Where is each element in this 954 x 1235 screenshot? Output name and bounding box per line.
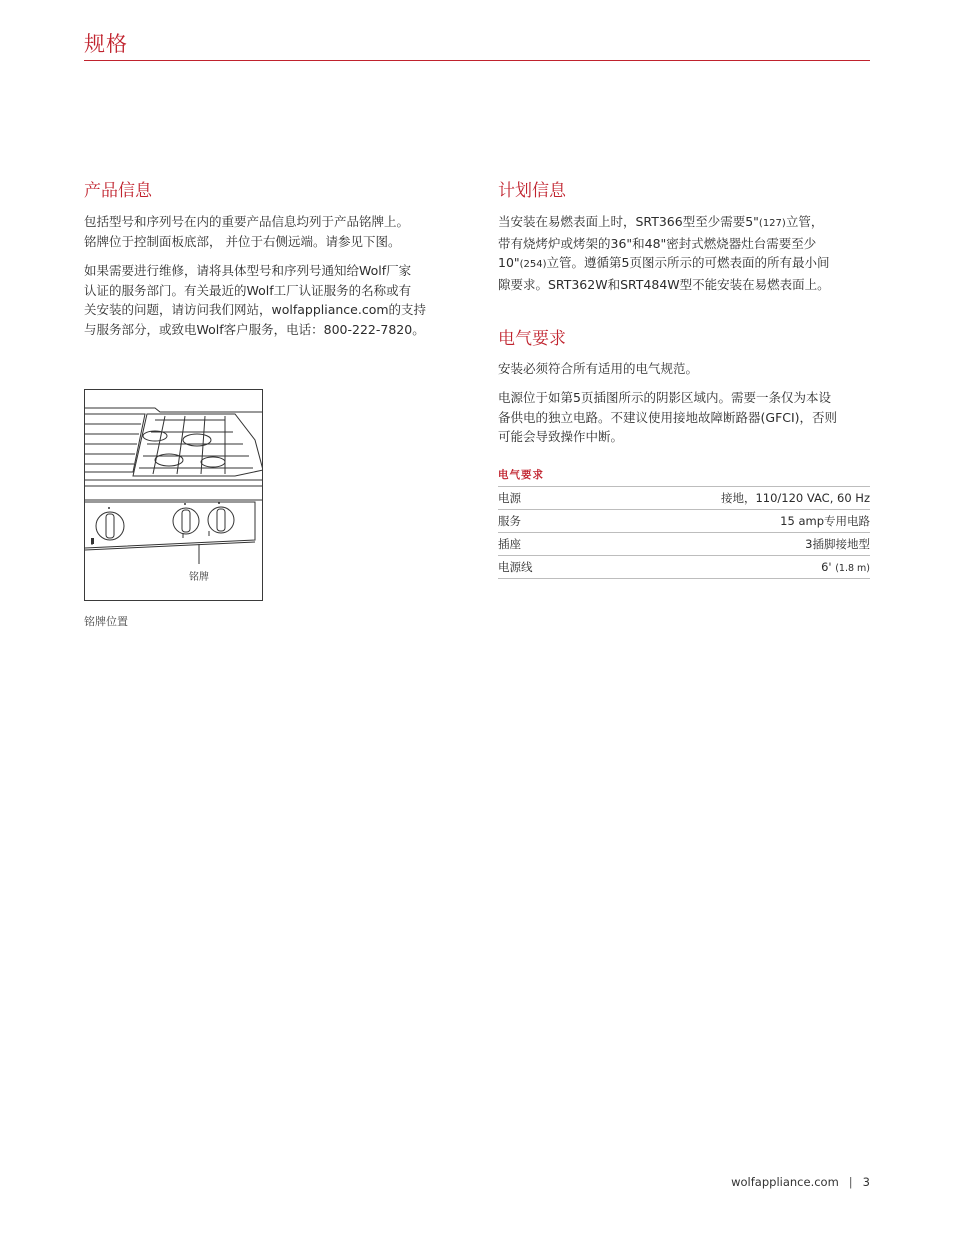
text-line: 认证的服务部门。有关最近的Wolf工厂认证服务的名称或有	[84, 282, 412, 298]
row-value: 15 amp专用电路	[780, 514, 870, 528]
website-link[interactable]: wolfappliance.com	[731, 1175, 839, 1189]
rangetop-illustration	[85, 390, 262, 600]
table-row	[498, 510, 870, 533]
figure-caption: 铭牌位置	[84, 615, 128, 628]
text-line: 如果需要进行维修，请将具体型号和序列号通知给Wolf厂家	[84, 263, 412, 278]
text-line: 当安装在易燃表面上时，SRT366型至少需要5"(127)立管，	[498, 214, 824, 229]
text-line: 备供电的独立电路。不建议使用接地故障断路器(GFCI)，否则	[498, 409, 838, 425]
product-info-paragraph-2	[84, 261, 426, 339]
planning-info-heading: 计划信息	[498, 181, 566, 201]
product-info-paragraph-1	[84, 212, 409, 251]
text-line: 铭牌位于控制面板底部， 并位于右侧远端。请参见下图。	[84, 233, 401, 249]
planning-info-paragraph	[498, 212, 878, 294]
text-line: 可能会导致操作中断。	[498, 429, 624, 444]
footer-separator: |	[848, 1175, 853, 1189]
table-row	[498, 487, 870, 510]
electrical-heading: 电气要求	[498, 329, 566, 349]
electrical-paragraph-1: 安装必须符合所有适用的电气规范。	[498, 361, 699, 376]
title-divider	[84, 60, 870, 61]
text-line: 10"(254)立管。遵循第5页图示所示的可燃表面的所有最小间	[498, 255, 830, 270]
text-line: 电源位于如第5页插图所示的阴影区域内。需要一条仅为本设	[498, 390, 831, 405]
row-value: 接地，110/120 VAC, 60 Hz	[720, 491, 870, 505]
electrical-spec-table	[498, 486, 870, 579]
electrical-paragraph-2	[498, 388, 878, 447]
text-line: 与服务部分，或致电Wolf客户服务，电话：800-222-7820。	[84, 321, 425, 337]
rating-plate-figure	[84, 389, 263, 601]
text-line: 包括型号和序列号在内的重要产品信息均列于产品铭牌上。	[84, 214, 410, 229]
row-label: 电源	[498, 491, 521, 505]
row-value: 6' (1.8 m)	[821, 560, 870, 574]
callout-label: 铭牌	[189, 572, 209, 583]
text-line: 隙要求。SRT362W和SRT484W型不能安装在易燃表面上。	[498, 276, 830, 292]
text-line: 带有烧烤炉或烤架的36"和48"密封式燃烧器灶台需要至少	[498, 235, 817, 251]
table-row	[498, 556, 870, 579]
row-value: 3插脚接地型	[805, 537, 870, 551]
row-label: 电源线	[498, 560, 533, 574]
table-row	[498, 533, 870, 556]
page-footer	[731, 1175, 870, 1189]
row-label: 插座	[498, 537, 521, 551]
spec-table-title: 电气要求	[498, 469, 544, 481]
text-line: 关安装的问题，请访问我们网站，wolfappliance.com的支持	[84, 302, 427, 317]
row-label: 服务	[498, 514, 521, 528]
page-title: 规格	[84, 32, 128, 56]
page-number: 3	[862, 1175, 870, 1189]
product-info-heading: 产品信息	[84, 181, 152, 201]
